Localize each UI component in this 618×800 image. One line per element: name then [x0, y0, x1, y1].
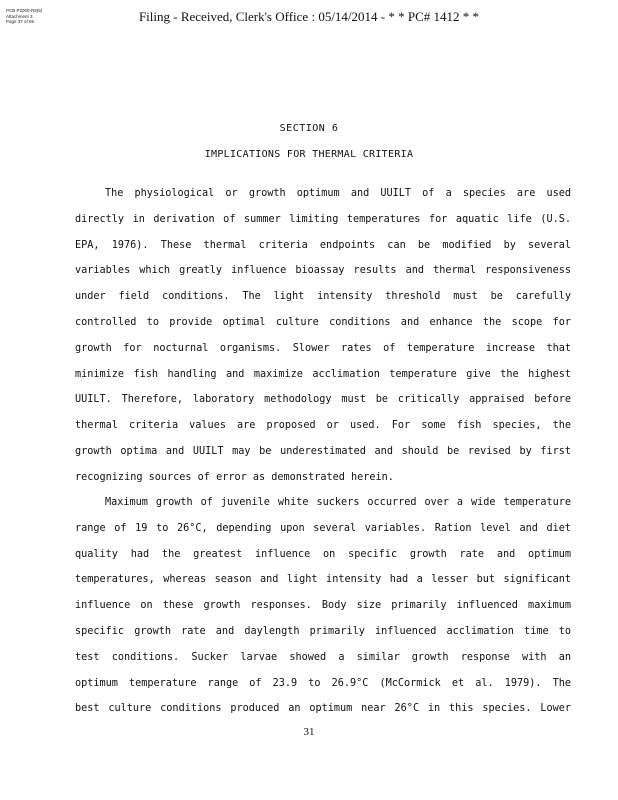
text-line: best culture conditions produced an optimum near 26°C in this species. Lower — [75, 703, 571, 715]
page-number: 31 — [303, 726, 315, 738]
text-line: test conditions. Sucker larvae showed a similar growth response with an — [75, 651, 571, 663]
text-line: influence on these growth responses. Body size primarily influenced maximum — [75, 600, 571, 612]
text-line: temperatures, whereas season and light intensity had a lesser but significant — [75, 574, 571, 586]
text-line: directly in derivation of summer limiting temperatures for aquatic life (U.S. — [75, 213, 571, 225]
text-line: controlled to provide optimal culture conditions and enhance the scope for — [75, 316, 571, 328]
paragraph-2 — [75, 490, 571, 722]
text-line: EPA, 1976). These thermal criteria endpoints can be modified by several — [75, 239, 571, 251]
filing-header: Filing - Received, Clerk's Office : 05/14/2014 - * * PC# 1412 * * — [138, 9, 480, 24]
stamp-line: PCB P2000-R9(5) — [6, 8, 43, 13]
text-line: optimum temperature range of 23.9 to 26.9°C (McCormick et al. 1979). The — [75, 677, 571, 689]
paragraph-1 — [75, 181, 571, 491]
text-line: growth optima and UUILT may be underestimated and should be revised by first — [75, 445, 571, 457]
text-line: specific growth rate and daylength primarily influenced acclimation time to — [75, 625, 571, 637]
text-line: minimize fish handling and maximize acclimation temperature give the highest — [75, 368, 571, 380]
section-subtitle: IMPLICATIONS FOR THERMAL CRITERIA — [204, 149, 414, 160]
stamp-line: Attachment 3 — [6, 13, 33, 19]
text-line: growth for nocturnal organisms. Slower rates of temperature increase that — [75, 342, 571, 354]
text-line: thermal criteria values are proposed or used. For some fish species, the — [75, 420, 571, 432]
text-line: quality had the greatest influence on specific growth rate and optimum — [75, 548, 571, 560]
text-line: The physiological or growth optimum and UUILT of a species are used — [105, 188, 571, 199]
text-line: range of 19 to 26°C, depending upon several variables. Ration level and diet — [75, 522, 571, 534]
stamp-line: Page 37 of 65 — [6, 19, 35, 24]
section-title: SECTION 6 — [279, 123, 339, 134]
text-line: UUILT. Therefore, laboratory methodology must be critically appraised before — [75, 394, 571, 406]
text-line: under field conditions. The light intensity threshold must be carefully — [75, 291, 571, 303]
text-line: Maximum growth of juvenile white suckers occurred over a wide temperature — [105, 497, 571, 508]
text-line: variables which greatly influence bioassay results and thermal responsiveness — [75, 265, 571, 277]
text-line: recognizing sources of error as demonstrated herein. — [75, 471, 394, 483]
